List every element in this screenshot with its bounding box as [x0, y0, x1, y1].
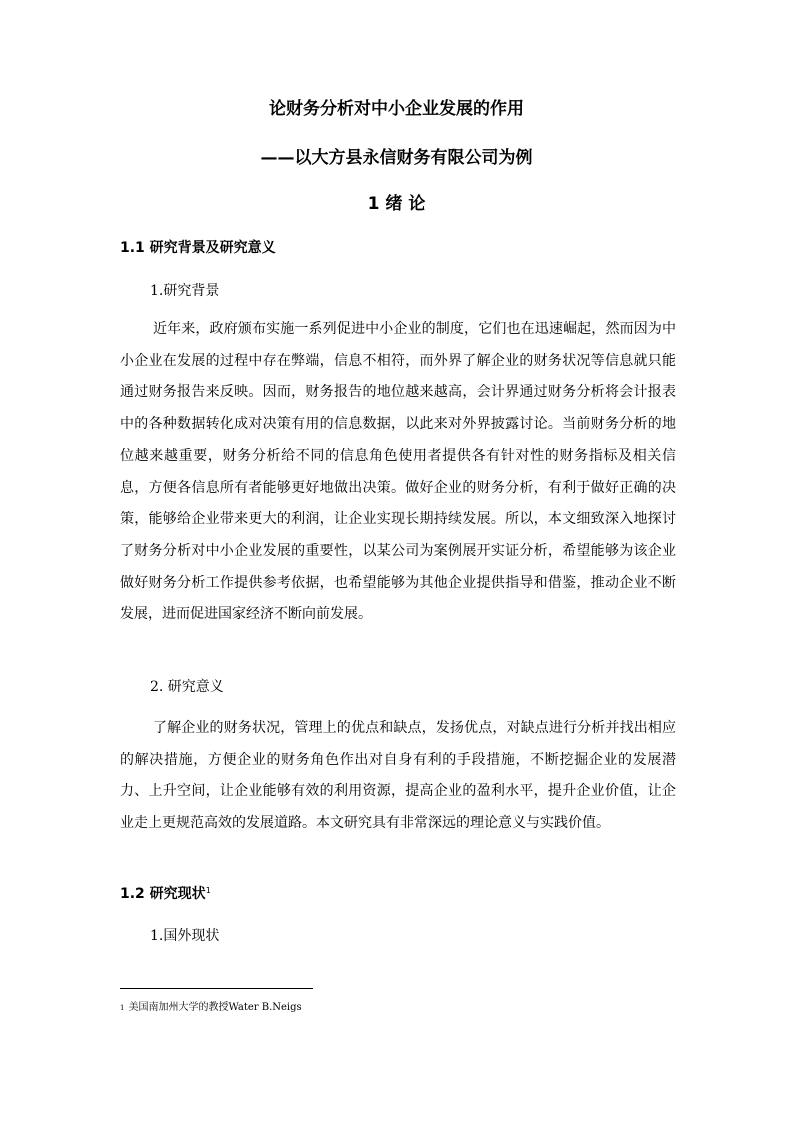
- section-1-2-heading-text: 1.2 研究现状: [120, 886, 206, 902]
- document-subtitle: ——以大方县永信财务有限公司为例: [260, 148, 533, 168]
- footnote-reference: 1: [205, 886, 211, 895]
- section-1-2-heading: [120, 884, 211, 904]
- subheading-research-significance: 2. 研究意义: [150, 679, 224, 695]
- document-title: 论财务分析对中小企业发展的作用: [269, 99, 524, 119]
- footnote-text: 美国南加州大学的教授Water B.Neigs: [128, 1002, 302, 1013]
- footnote-marker: 1: [120, 1004, 125, 1012]
- paragraph-research-background: 近年来，政府颁布实施一系列促进中小企业的制度，它们也在迅速崛起，然而因为中小企业在发展的过程中存在弊端，信息不相符，而外界了解企业的财务状况等信息就只能通过财务报告来反映。因而，财务报告的地位越来越高，会计界通过财务分析将会计报表中的各种数据转化成对决策有用的信息数据，以此来对外界披露讨论。当前财务分析的地位越来越重要，财务分析给不同的信息角色使用者提供各有针对性的财务指标及相关信息，方便各信息所有者能够更好地做出决策。做好企业的财务分析，有利于做好正确的决策，能够给企业带来更大的利润，让企业实现长期持续发展。所以，本文细致深入地探讨了财务分析对中小企业发展的重要性，以某公司为案例展开实证分析，希望能够为该企业做好财务分析工作提供参考依据，也希望能够为其他企业提供指导和借鉴，推动企业不断发展，进而促进国家经济不断向前发展。: [120, 321, 676, 623]
- subheading-research-background: 1.研究背景: [150, 283, 220, 299]
- subheading-foreign-status: 1.国外现状: [150, 928, 220, 944]
- footnote: [120, 1000, 302, 1016]
- footnote-divider: [120, 988, 313, 989]
- paragraph-research-significance: 了解企业的财务状况，管理上的优点和缺点，发扬优点，对缺点进行分析并找出相应的解决措施，方便企业的财务角色作出对自身有利的手段措施，不断挖掘企业的发展潜力、上升空间，让企业能够有效的利用资源，提高企业的盈利水平，提升企业价值，让企业走上更规范高效的发展道路。本文研究具有非常深远的理论意义与实践价值。: [120, 720, 676, 832]
- section-1-1-heading: 1.1 研究背景及研究意义: [120, 240, 276, 256]
- chapter-heading: 1 绪 论: [367, 194, 426, 214]
